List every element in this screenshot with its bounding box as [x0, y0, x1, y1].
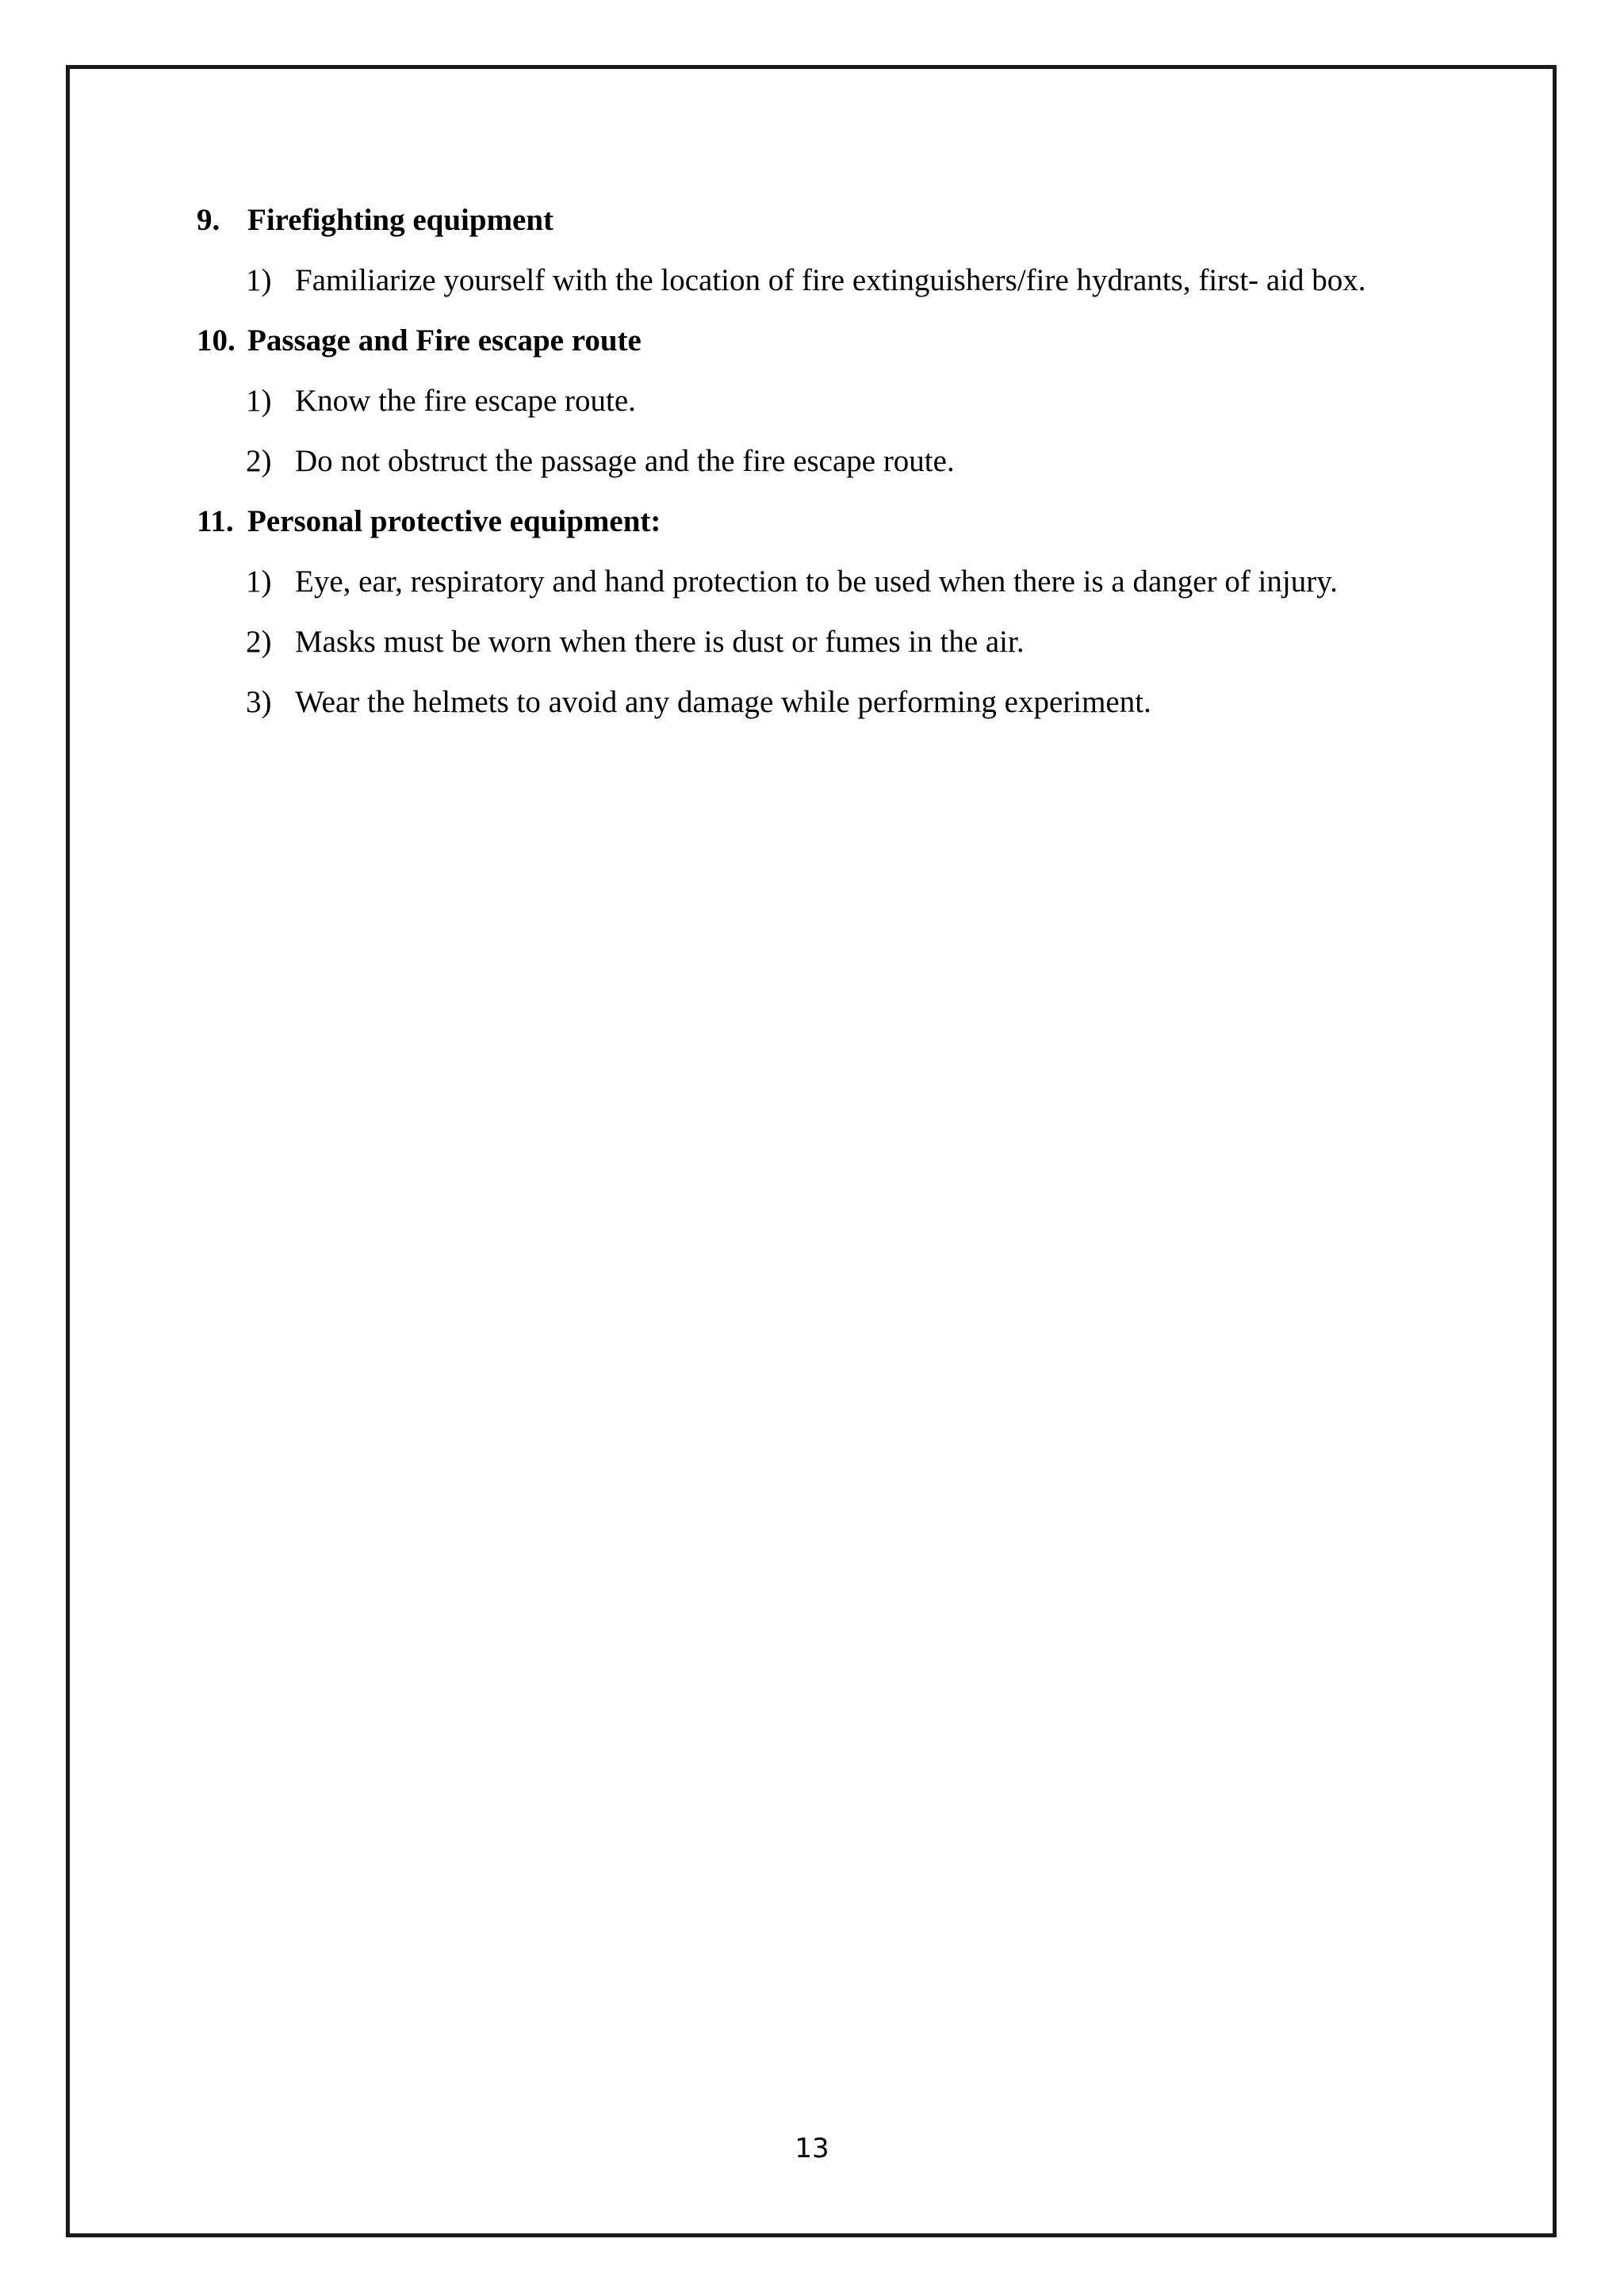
- section-passage-fire-escape: [197, 311, 1465, 492]
- list-item-number: 2): [246, 625, 272, 659]
- list-item: [246, 431, 1465, 492]
- section-personal-protective-equipment: [197, 492, 1465, 733]
- section-title: Passage and Fire escape route: [247, 323, 642, 358]
- section-heading: [197, 190, 1465, 251]
- list-item: [246, 672, 1465, 733]
- list-item-text: Do not obstruct the passage and the fire escape route.: [295, 444, 955, 478]
- section-title: Personal protective equipment:: [247, 504, 661, 538]
- list-item-text: Know the fire escape route.: [295, 384, 636, 418]
- list-item-text: Eye, ear, respiratory and hand protection to be used when there is a danger of injury.: [295, 564, 1338, 599]
- list-item-text: Familiarize yourself with the location of fire extinguishers/fire hydrants, first- aid box.: [295, 263, 1366, 297]
- section-heading: [197, 492, 1465, 552]
- section-number: 11.: [197, 504, 234, 538]
- list-item-text: Masks must be worn when there is dust or fumes in the air.: [295, 625, 1025, 659]
- list-item-number: 3): [246, 685, 272, 719]
- page-number: 13: [795, 2133, 829, 2164]
- section-number: 9.: [197, 203, 220, 237]
- list-item-number: 1): [246, 263, 272, 297]
- list-item-number: 1): [246, 384, 272, 418]
- list-item-number: 2): [246, 444, 272, 478]
- section-number: 10.: [197, 323, 236, 358]
- list-item: [246, 552, 1465, 612]
- section-title: Firefighting equipment: [247, 203, 554, 237]
- list-item: [246, 251, 1465, 311]
- list-item: [246, 371, 1465, 431]
- document-content: [197, 190, 1465, 733]
- list-item: [246, 612, 1465, 672]
- section-firefighting-equipment: [197, 190, 1465, 311]
- section-heading: [197, 311, 1465, 371]
- list-item-text: Wear the helmets to avoid any damage while performing experiment.: [295, 685, 1151, 719]
- list-item-number: 1): [246, 564, 272, 599]
